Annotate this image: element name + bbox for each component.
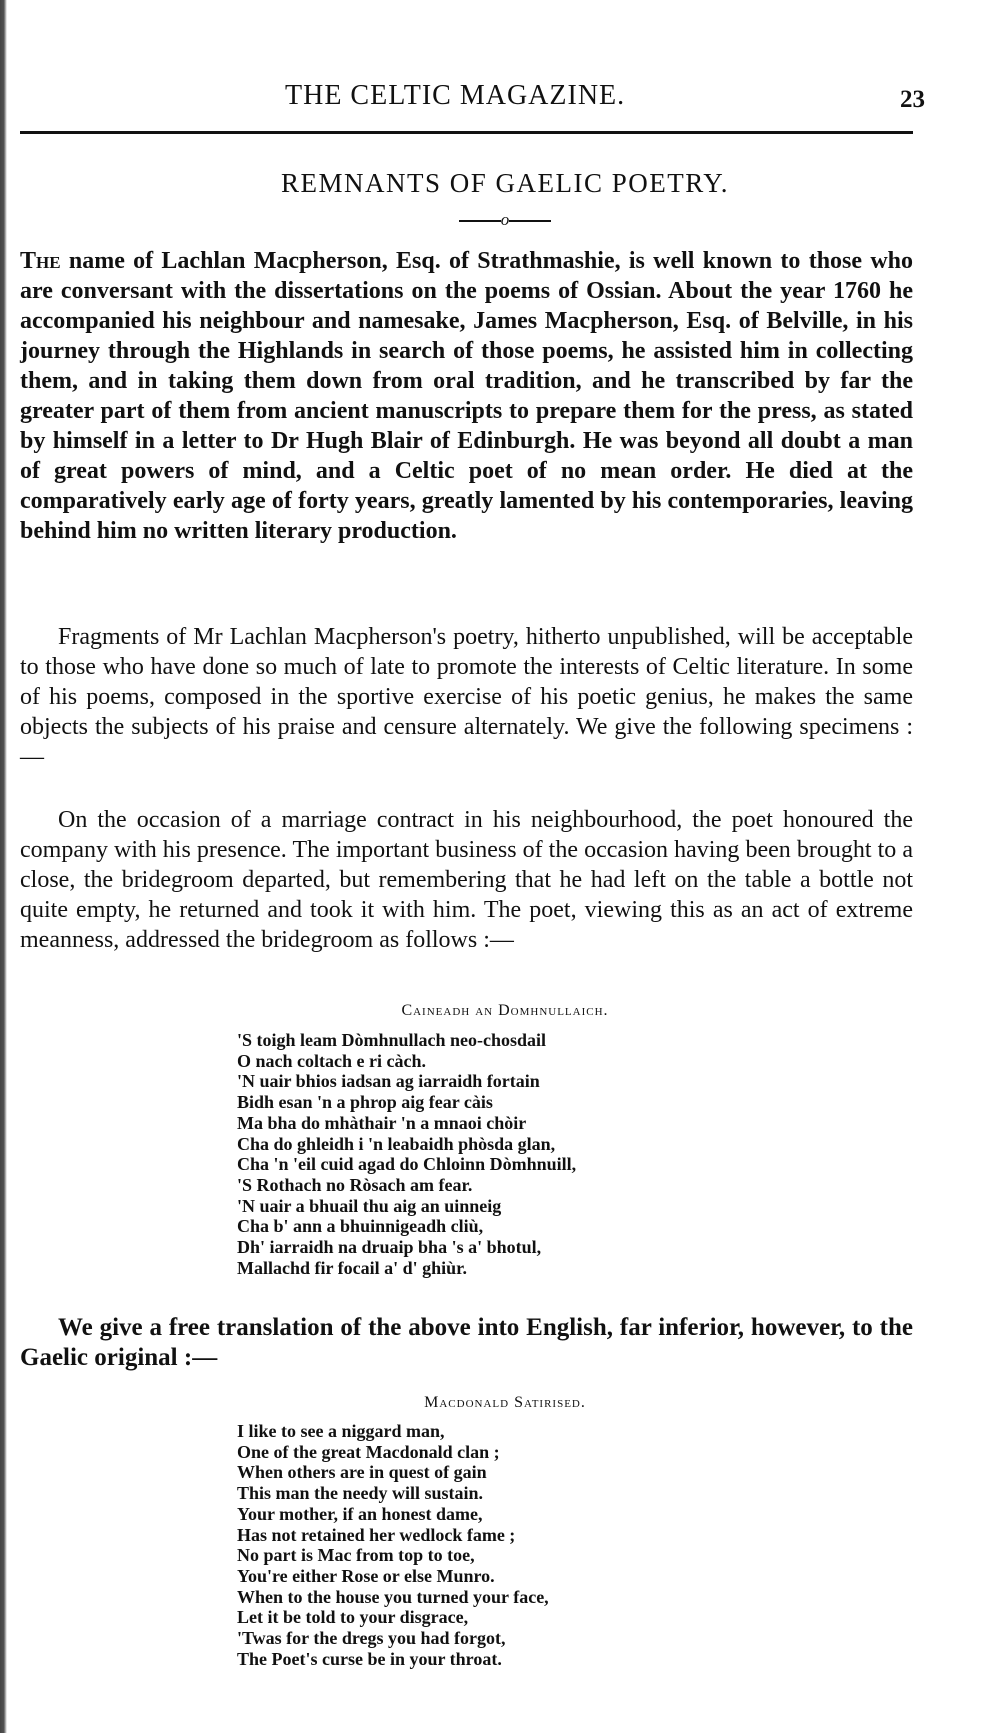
paragraph-text: name of Lachlan Macpherson, Esq. of Strathmashie, is well known to those who are conversant with the dissertations on the poems of Ossian. About the year 1760 he accompanied his neighbour and namesake, James Macpherson, Esq. of Belville, in his journey through the Highlands in search of those poems, he assisted him in collecting them, and in taking them down from oral tradition, and he transcribed by far the greater part of them from ancient manuscripts to prepare them for the press, as stated by himself in a letter to Dr Hugh Blair of Edinburgh. He was beyond all doubt a man of great powers of mind, and a Celtic poet of no mean order. He died at the comparatively early age of forty years, greatly lamented by his contemporaries, leaving behind him no written literary production. <box>20 248 913 544</box>
poem-line: This man the needy will sustain. <box>237 1483 484 1504</box>
paragraph-translation: We give a free translation of the above into English, far inferior, however, to the Gaelic original :— <box>20 1314 913 1371</box>
poem-line: Mallachd fir focail a' d' ghiùr. <box>237 1257 468 1278</box>
poem-line: 'N uair a bhuail thu aig an uinneig <box>237 1195 502 1216</box>
poem-line: Ma bha do mhàthair 'n a mnaoi chòir <box>237 1112 527 1133</box>
gaelic-poem-title: Caineadh an Domhnullaich. <box>401 1002 609 1019</box>
poem-line: Dh' iarraidh na druaip bha 's a' bhotul, <box>237 1237 542 1258</box>
binding-edge <box>0 0 7 1733</box>
poem-line: Cha do ghleidh i 'n leabaidh phòsda glan, <box>237 1133 556 1154</box>
poem-line: 'S Rothach no Ròsach am fear. <box>237 1174 473 1195</box>
poem-line: Cha 'n 'eil cuid agad do Chloinn Dòmhnuill, <box>237 1154 577 1175</box>
ornament-dash-right <box>509 220 551 222</box>
ornament-mark: o <box>500 210 510 229</box>
paragraph-lead-word: The <box>20 248 61 274</box>
gaelic-poem <box>237 1030 576 1278</box>
page-number: 23 <box>900 86 925 113</box>
poem-line: No part is Mac from top to toe, <box>237 1545 475 1566</box>
ornament-dash-left <box>459 220 501 222</box>
title-ornament <box>0 210 1000 230</box>
poem-line: 'N uair bhios iadsan ag iarraidh fortain <box>237 1071 540 1092</box>
paragraph-occasion: On the occasion of a marriage contract in his neighbourhood, the poet honoured the company with his presence. The important business of the occasion having been brought to a close, the bridegroom departed, but remembering that he had left on the table a bottle not quite empty, he returned and took it with him. The poet, viewing this as an act of extreme meanness, addressed the bridegroom as follows :— <box>20 807 913 953</box>
poem-line: I like to see a niggard man, <box>237 1421 445 1441</box>
poem-line: Cha b' ann a bhuinnigeadh cliù, <box>237 1216 484 1237</box>
poem-line: Let it be told to your disgrace, <box>237 1607 469 1628</box>
poem-line: Your mother, if an honest dame, <box>237 1503 483 1524</box>
poem-line: You're either Rose or else Munro. <box>237 1565 495 1586</box>
english-poem-title: Macdonald Satirised. <box>424 1394 586 1411</box>
poem-line: When others are in quest of gain <box>237 1462 487 1483</box>
poem-line: 'S toigh leam Dòmhnullach neo-chosdail <box>237 1030 547 1050</box>
paragraph-intro <box>20 246 913 546</box>
poem-line: One of the great Macdonald clan ; <box>237 1441 500 1462</box>
poem-line: The Poet's curse be in your throat. <box>237 1648 502 1669</box>
poem-line: 'Twas for the dregs you had forgot, <box>237 1628 506 1649</box>
poem-line: O nach coltach e ri càch. <box>237 1050 426 1071</box>
english-poem <box>237 1421 549 1669</box>
poem-line: When to the house you turned your face, <box>237 1586 549 1607</box>
poem-line: Has not retained her wedlock fame ; <box>237 1524 516 1545</box>
poem-line: Bidh esan 'n a phrop aig fear càis <box>237 1092 493 1113</box>
running-head <box>0 80 1000 120</box>
running-title: THE CELTIC MAGAZINE. <box>285 80 626 111</box>
article-title: REMNANTS OF GAELIC POETRY. <box>280 168 730 198</box>
header-rule <box>20 131 913 134</box>
paragraph-fragments: Fragments of Mr Lachlan Macpherson's poetry, hitherto unpublished, will be acceptable to those who have done so much of late to promote the interests of Celtic literature. In some of his poems, composed in the sportive exercise of his poetic genius, he makes the same objects the subjects of his praise and censure alternately. We give the following specimens :— <box>20 624 913 770</box>
